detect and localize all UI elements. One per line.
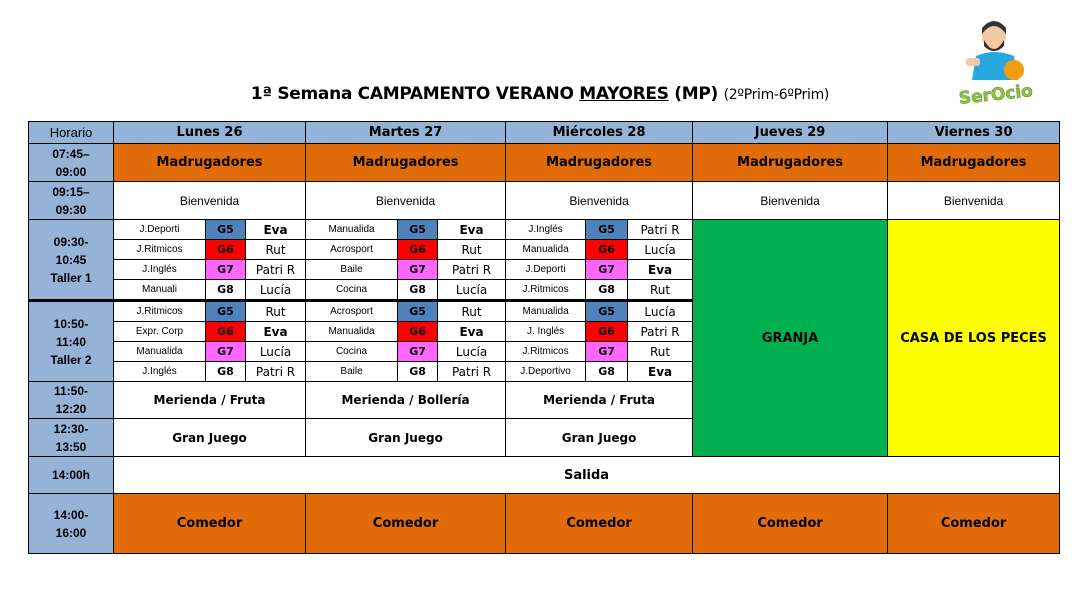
activity: J.Deporti: [506, 260, 586, 280]
monitor: Rut: [438, 301, 506, 322]
monitor: Patri R: [628, 220, 693, 240]
group-badge: G8: [206, 280, 246, 301]
monitor: Rut: [438, 240, 506, 260]
bienvenida-lunes: Bienvenida: [114, 182, 306, 220]
time-merienda: [29, 382, 114, 419]
monitor: Lucía: [438, 280, 506, 301]
group-badge: G7: [398, 342, 438, 362]
activity: J.Ritmicos: [506, 342, 586, 362]
title-suffix: (MP): [668, 84, 724, 104]
madrugadores-viernes: Madrugadores: [888, 144, 1060, 182]
group-badge: G8: [586, 362, 628, 382]
activity: Manualida: [506, 301, 586, 322]
group-badge: G6: [206, 240, 246, 260]
gran-juego-lunes: Gran Juego: [114, 419, 306, 457]
monitor: Patri R: [438, 260, 506, 280]
group-badge: G6: [206, 322, 246, 342]
group-badge: G5: [206, 301, 246, 322]
time-end: 09:00: [55, 164, 87, 179]
monitor: Eva: [246, 322, 306, 342]
group-badge: G7: [206, 260, 246, 280]
time-end: 10:45: [55, 252, 87, 267]
monitor: Eva: [246, 220, 306, 240]
activity: Manualida: [306, 322, 398, 342]
time-start: 10:50-: [53, 316, 89, 331]
activity: J.Inglés: [114, 362, 206, 382]
group-badge: G7: [586, 260, 628, 280]
group-badge: G8: [398, 280, 438, 301]
header-day-jueves: Jueves 29: [693, 122, 888, 144]
title-underlined: MAYORES: [579, 84, 669, 104]
time-start: 09:30-: [53, 234, 89, 249]
activity: J.Inglés: [506, 220, 586, 240]
activity: Baile: [306, 362, 398, 382]
activity: Manualida: [114, 342, 206, 362]
row-madrugadores: [29, 144, 1060, 182]
gran-juego-miercoles: Gran Juego: [506, 419, 693, 457]
comedor-martes: Comedor: [306, 494, 506, 554]
group-badge: G7: [206, 342, 246, 362]
header-day-lunes: Lunes 26: [114, 122, 306, 144]
group-badge: G6: [586, 322, 628, 342]
taller-label: Taller 2: [50, 352, 92, 367]
time-start: 07:45–: [52, 146, 90, 161]
merienda-martes: Merienda / Bollería: [306, 382, 506, 419]
monitor: Lucía: [628, 301, 693, 322]
activity: Manualida: [306, 220, 398, 240]
time-madrugadores: [29, 144, 114, 182]
excursion-casa-peces: CASA DE LOS PECES: [888, 220, 1060, 457]
group-badge: G5: [586, 301, 628, 322]
monitor: Eva: [628, 260, 693, 280]
madrugadores-miercoles: Madrugadores: [506, 144, 693, 182]
time-salida: 14:00h: [29, 457, 114, 494]
group-badge: G5: [398, 220, 438, 240]
activity: Baile: [306, 260, 398, 280]
activity: J.Inglés: [114, 260, 206, 280]
activity: Cocina: [306, 342, 398, 362]
group-badge: G8: [398, 362, 438, 382]
time-end: 13:50: [55, 439, 87, 454]
merienda-lunes: Merienda / Fruta: [114, 382, 306, 419]
header-day-miercoles: Miércoles 28: [506, 122, 693, 144]
activity: J.Ritmicos: [114, 301, 206, 322]
activity: J.Ritmicos: [506, 280, 586, 301]
time-start: 14:00-: [53, 507, 89, 522]
bienvenida-jueves: Bienvenida: [693, 182, 888, 220]
activity: Manualida: [506, 240, 586, 260]
group-badge: G8: [586, 280, 628, 301]
comedor-jueves: Comedor: [693, 494, 888, 554]
taller-label: Taller 1: [50, 270, 92, 285]
comedor-viernes: Comedor: [888, 494, 1060, 554]
monitor: Eva: [438, 220, 506, 240]
group-badge: G5: [398, 301, 438, 322]
activity: J.Ritmicos: [114, 240, 206, 260]
madrugadores-martes: Madrugadores: [306, 144, 506, 182]
bienvenida-miercoles: Bienvenida: [506, 182, 693, 220]
monitor: Rut: [628, 280, 693, 301]
activity: J.Deportivo: [506, 362, 586, 382]
monitor: Eva: [438, 322, 506, 342]
header-day-viernes: Viernes 30: [888, 122, 1060, 144]
monitor: Rut: [628, 342, 693, 362]
title-prefix: 1ª Semana CAMPAMENTO VERANO: [250, 84, 580, 104]
group-badge: G7: [586, 342, 628, 362]
comedor-lunes: Comedor: [114, 494, 306, 554]
activity: J.Deporti: [114, 220, 206, 240]
time-start: 12:30-: [53, 421, 89, 436]
monitor: Rut: [246, 301, 306, 322]
logo-text: SerOcio: [957, 81, 1034, 106]
monitor: Rut: [246, 240, 306, 260]
time-comedor: [29, 494, 114, 554]
group-badge: G8: [206, 362, 246, 382]
activity: Manuali: [114, 280, 206, 301]
activity: Expr. Corp: [114, 322, 206, 342]
title-subtitle: (2ºPrim-6ºPrim): [723, 87, 830, 103]
time-gran-juego: [29, 419, 114, 457]
time-start: 11:50-: [53, 384, 89, 398]
header-day-martes: Martes 27: [306, 122, 506, 144]
comedor-miercoles: Comedor: [506, 494, 693, 554]
madrugadores-lunes: Madrugadores: [114, 144, 306, 182]
salida-cell: Salida: [114, 457, 1060, 494]
monitor: Lucía: [628, 240, 693, 260]
group-badge: G6: [398, 240, 438, 260]
activity: Acrosport: [306, 240, 398, 260]
mascot-logo-icon: [948, 18, 1044, 106]
activity: Acrosport: [306, 301, 398, 322]
row-comedor: [29, 494, 1060, 554]
activity: J. Inglés: [506, 322, 586, 342]
taller1-row: [29, 220, 1060, 240]
group-badge: G7: [398, 260, 438, 280]
monitor: Lucía: [438, 342, 506, 362]
group-badge: G5: [586, 220, 628, 240]
gran-juego-martes: Gran Juego: [306, 419, 506, 457]
group-badge: G5: [206, 220, 246, 240]
group-badge: G6: [586, 240, 628, 260]
merienda-miercoles: Merienda / Fruta: [506, 382, 693, 419]
monitor: Eva: [628, 362, 693, 382]
group-badge: G6: [398, 322, 438, 342]
time-taller2: [29, 301, 114, 382]
time-end: 12:20: [55, 402, 87, 416]
time-end: 11:40: [55, 334, 87, 349]
monitor: Patri R: [246, 362, 306, 382]
row-salida: [29, 457, 1060, 494]
excursion-granja: GRANJA: [693, 220, 888, 457]
time-end: 09:30: [55, 202, 87, 217]
bienvenida-viernes: Bienvenida: [888, 182, 1060, 220]
monitor: Lucía: [246, 280, 306, 301]
time-start: 09:15–: [52, 184, 90, 199]
header-horario: Horario: [29, 122, 114, 144]
page-title: [0, 84, 1080, 104]
monitor: Lucía: [246, 342, 306, 362]
row-bienvenida: [29, 182, 1060, 220]
activity: Cocina: [306, 280, 398, 301]
monitor: Patri R: [246, 260, 306, 280]
monitor: Patri R: [628, 322, 693, 342]
monitor: Patri R: [438, 362, 506, 382]
time-taller1: [29, 220, 114, 301]
madrugadores-jueves: Madrugadores: [693, 144, 888, 182]
bienvenida-martes: Bienvenida: [306, 182, 506, 220]
schedule-table: [28, 121, 1060, 554]
time-end: 16:00: [55, 525, 87, 540]
time-bienvenida: [29, 182, 114, 220]
header-row: [29, 122, 1060, 144]
